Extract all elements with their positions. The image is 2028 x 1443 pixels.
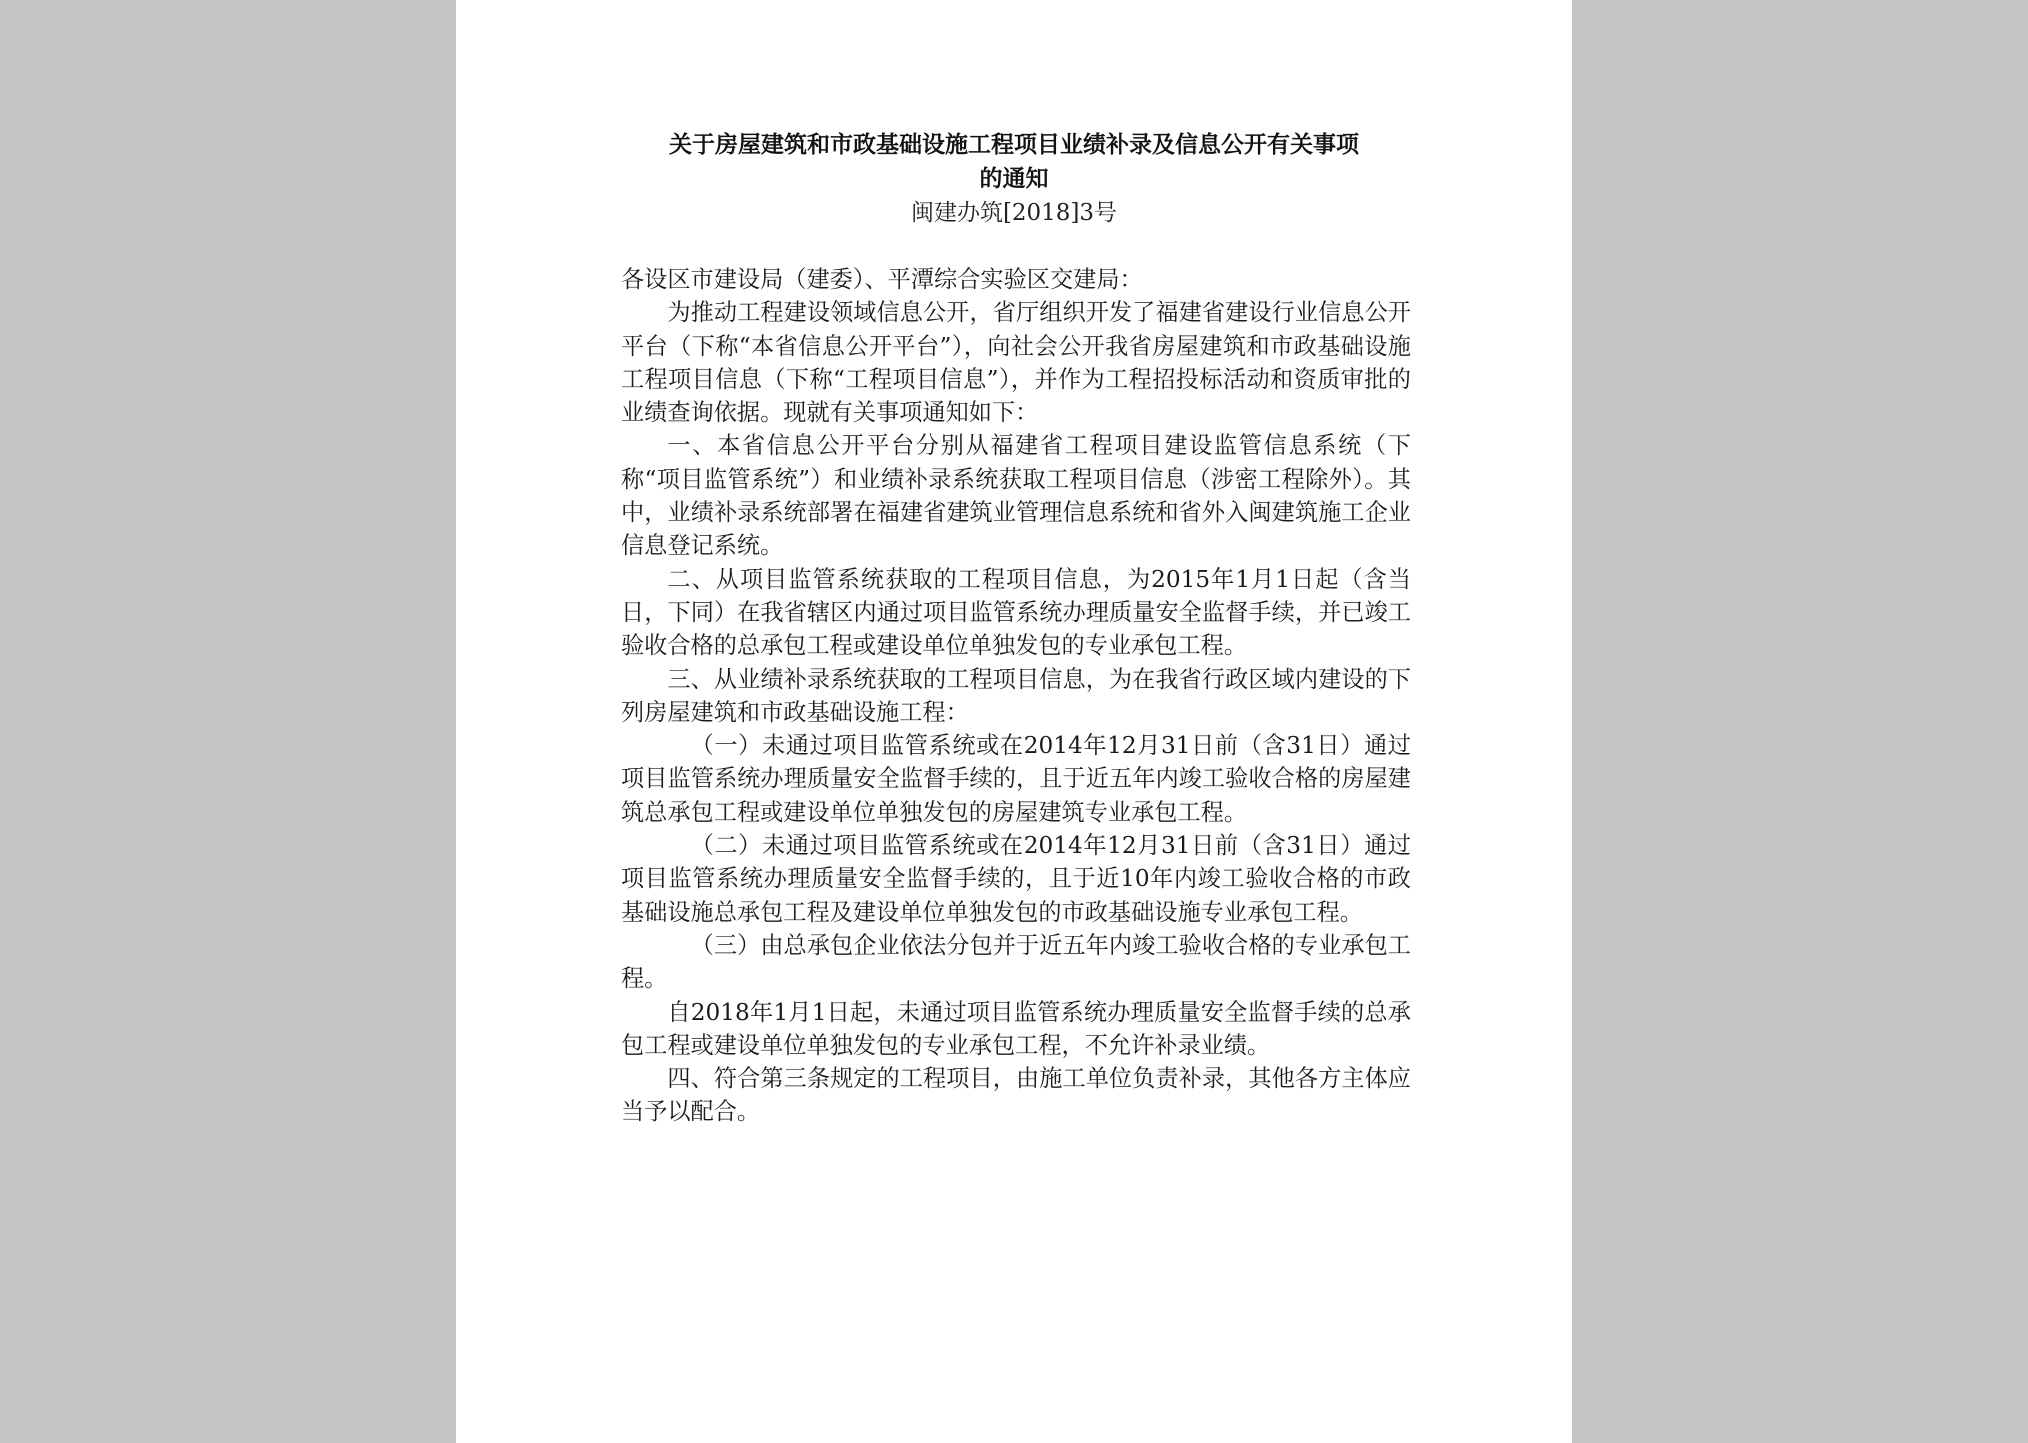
paragraph-item-4: 四、符合第三条规定的工程项目，由施工单位负责补录，其他各方主体应当予以配合。 xyxy=(621,1065,1411,1126)
paragraph-item-1: 一、本省信息公开平台分别从福建省工程项目建设监管信息系统（下称“项目监管系统”）和业绩补录系统获取工程项目信息（涉密工程除外）。其中，业绩补录系统部署在福建省建筑业管理信息系统和省外入闽建筑施工企业信息登记系统。 xyxy=(621,432,1411,560)
document-number: 闽建办筑[2018]3号 xyxy=(910,200,1118,226)
paragraph-subitem-1: （一）未通过项目监管系统或在2014年12月31日前（含31日）通过项目监管系统办理质量安全监督手续的，且于近五年内竣工验收合格的房屋建筑总承包工程或建设单位单独发包的房屋建筑专业承包工程。 xyxy=(621,732,1411,826)
paragraph-item-2: 二、从项目监管系统获取的工程项目信息，为2015年1月1日起（含当日，下同）在我省辖区内通过项目监管系统办理质量安全监督手续，并已竣工验收合格的总承包工程或建设单位单独发包的专业承包工程。 xyxy=(621,565,1411,660)
paragraph-effective-date: 自2018年1月1日起，未通过项目监管系统办理质量安全监督手续的总承包工程或建设单位单独发包的专业承包工程，不允许补录业绩。 xyxy=(621,998,1411,1059)
paragraph-subitem-2: （二）未通过项目监管系统或在2014年12月31日前（含31日）通过项目监管系统办理质量安全监督手续的，且于近10年内竣工验收合格的市政基础设施总承包工程及建设单位单独发包的市政基础设施专业承包工程。 xyxy=(621,832,1411,926)
paragraph-item-3: 三、从业绩补录系统获取的工程项目信息，为在我省行政区域内建设的下列房屋建筑和市政基础设施工程： xyxy=(621,665,1411,726)
document-page xyxy=(456,0,1572,1443)
document-body xyxy=(621,263,1411,1129)
paragraph-intro: 为推动工程建设领域信息公开，省厅组织开发了福建省建设行业信息公开平台（下称“本省信息公开平台”），向社会公开我省房屋建筑和市政基础设施工程项目信息（下称“工程项目信息”），并作为工程招投标活动和资质审批的业绩查询依据。现就有关事项通知如下： xyxy=(621,299,1411,427)
paragraph-subitem-3: （三）由总承包企业依法分包并于近五年内竣工验收合格的专业承包工程。 xyxy=(621,931,1411,993)
title-line-2: 的通知 xyxy=(979,165,1049,192)
title-line-1: 关于房屋建筑和市政基础设施工程项目业绩补录及信息公开有关事项 xyxy=(669,131,1359,158)
document-title xyxy=(456,128,1572,196)
salutation: 各设区市建设局（建委）、平潭综合实验区交建局： xyxy=(621,266,1143,293)
